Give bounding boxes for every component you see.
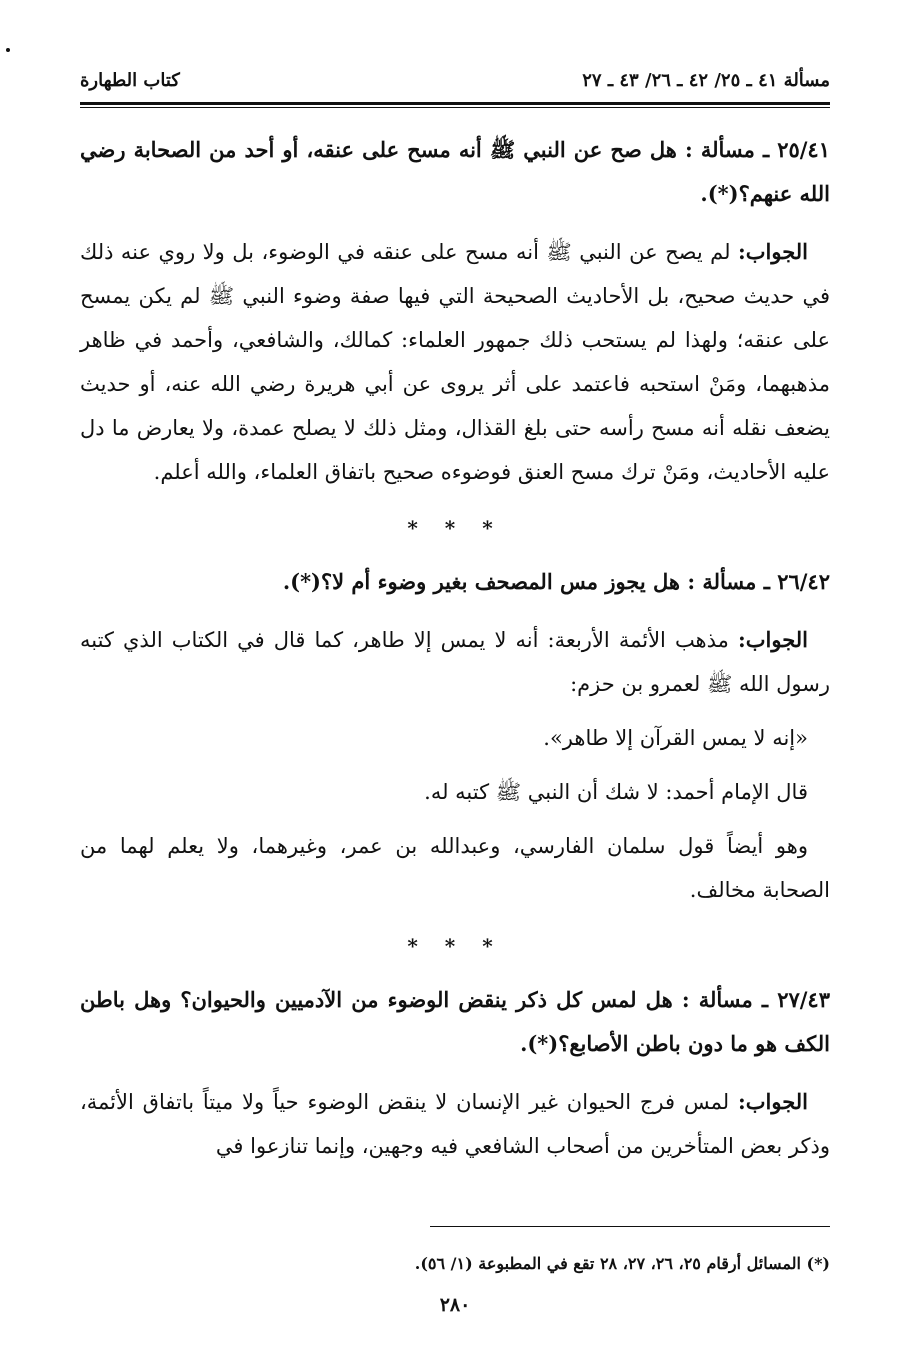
answer-41 — [80, 230, 830, 494]
running-header — [80, 66, 830, 102]
footnote: (*) المسائل أرقام ٢٥، ٢٦، ٢٧، ٢٨ تقع في المطبوعة (١/ ٥٦). — [414, 1254, 830, 1273]
footnote-rule — [430, 1226, 830, 1227]
answer-label: الجواب: — [738, 1089, 808, 1114]
scan-speck — [6, 48, 10, 52]
question-42 — [80, 560, 830, 604]
answer-43 — [80, 1080, 830, 1168]
question-number: ٢٧/٤٣ ـ مسألة : — [681, 987, 830, 1012]
answer-42-quote: «إنه لا يمس القرآن إلا طاهر». — [543, 726, 808, 750]
header-rule — [80, 102, 830, 105]
page-number: ٢٨٠ — [439, 1294, 471, 1316]
question-41 — [80, 128, 830, 216]
section-separator: * * * — [407, 934, 503, 958]
header-rule-thin — [80, 107, 830, 108]
section-separator: * * * — [407, 516, 503, 540]
answer-42-para3: وهو أيضاً قول سلمان الفارسي، وعبدالله بن عمر، وغيرهما، ولا يعلم لهما من الصحابة مخالف. — [80, 834, 830, 902]
answer-label: الجواب: — [738, 627, 808, 652]
page-content — [80, 128, 830, 1168]
question-number: ٢٥/٤١ ـ مسألة : — [684, 137, 830, 162]
answer-label: الجواب: — [737, 239, 808, 264]
answer-42 — [80, 618, 830, 706]
question-number: ٢٦/٤٢ ـ مسألة : — [687, 569, 830, 594]
header-book-title: كتاب الطهارة — [80, 70, 180, 91]
answer-text: لم يصح عن النبي ﷺ أنه مسح على عنقه في الوضوء، بل ولا روي عنه ذلك في حديث صحيح، بل الأحاديث الصحيحة التي فيها صفة وضوء النبي ﷺ لم يكن يمسح على عنقه؛ ولهذا لم يستحب ذلك جمهور العلماء: كمالك، والشافعي، وأحمد في ظاهر مذهبهما، ومَنْ استحبه فاعتمد على أثر يروى عن أبي هريرة رضي الله عنه، أو حديث يضعف نقله أنه مسح رأسه حتى بلغ القذال، ومثل ذلك لا يصلح عمدة، ولا يعارض ما دل عليه الأحاديث، ومَنْ ترك مسح العنق فوضوءه صحيح باتفاق العلماء، والله أعلم. — [80, 240, 830, 484]
question-43 — [80, 978, 830, 1066]
document-page — [80, 0, 830, 1348]
question-text: هل صح عن النبي ﷺ أنه مسح على عنقه، أو أحد من الصحابة رضي الله عنهم؟(*). — [80, 137, 830, 206]
answer-text: مذهب الأئمة الأربعة: أنه لا يمس إلا طاهر، كما قال في الكتاب الذي كتبه رسول الله ﷺ لعمرو بن حزم: — [80, 628, 830, 696]
question-text: هل لمس كل ذكر ينقض الوضوء من الآدميين والحيوان؟ وهل باطن الكف هو ما دون باطن الأصابع؟(*). — [80, 987, 830, 1056]
question-text: هل يجوز مس المصحف بغير وضوء أم لا؟(*). — [282, 569, 680, 594]
answer-42-para2: قال الإمام أحمد: لا شك أن النبي ﷺ كتبه له. — [424, 780, 808, 804]
answer-text: لمس فرج الحيوان غير الإنسان لا ينقض الوضوء حياً ولا ميتاً باتفاق الأئمة، وذكر بعض المتأخرين من أصحاب الشافعي فيه وجهين، وإنما تنازعوا في — [80, 1090, 830, 1158]
header-issues-range: مسألة ٤١ ـ ٢٥/ ٤٢ ـ ٢٦/ ٤٣ ـ ٢٧ — [582, 70, 830, 91]
